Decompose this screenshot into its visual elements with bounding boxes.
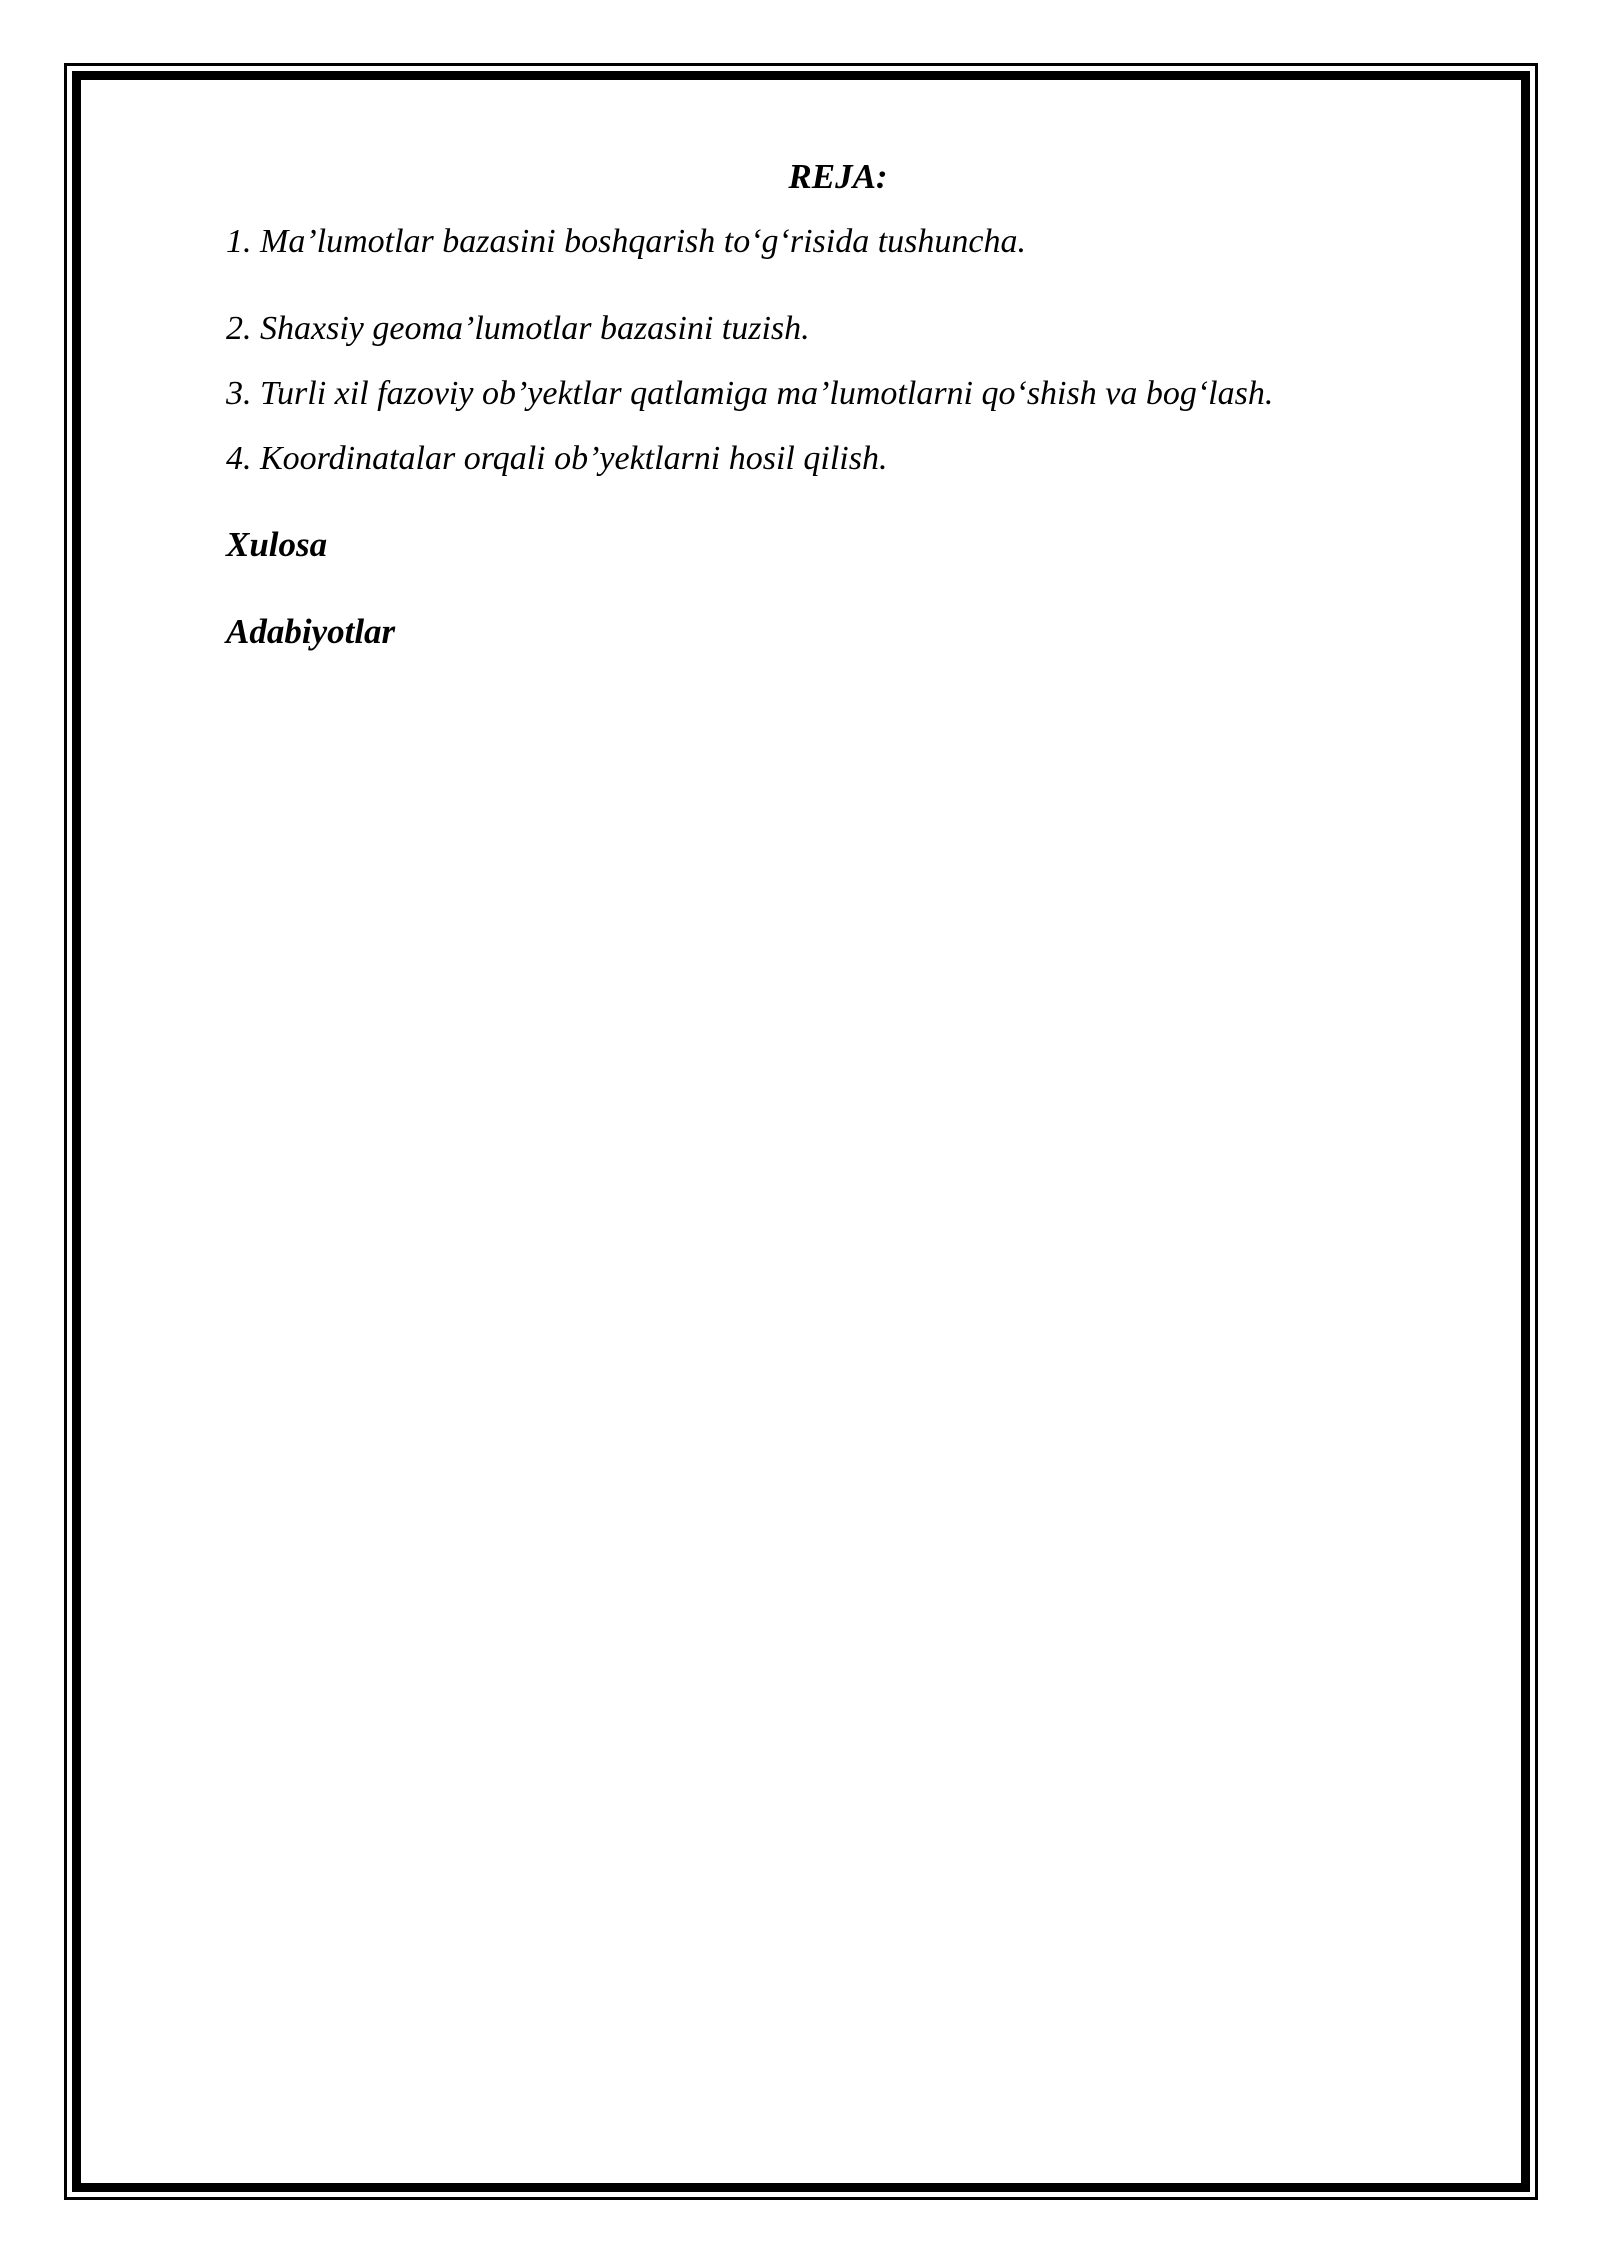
conclusion-heading: Xulosa — [226, 525, 328, 564]
plan-item-2: 2. Shaxsiy geoma’lumotlar bazasini tuzish. — [226, 310, 810, 347]
plan-item-1: 1. Ma’lumotlar bazasini boshqarish to‘g‘risida tushuncha. — [226, 223, 1026, 260]
references-heading: Adabiyotlar — [226, 612, 396, 651]
plan-item-3: 3. Turli xil fazoviy ob’yektlar qatlamiga ma’lumotlarni qo‘shish va bog‘lash. — [226, 375, 1274, 412]
plan-heading: REJA: — [788, 157, 888, 196]
plan-item-4: 4. Koordinatalar orqali ob’yektlarni hosil qilish. — [226, 440, 888, 477]
